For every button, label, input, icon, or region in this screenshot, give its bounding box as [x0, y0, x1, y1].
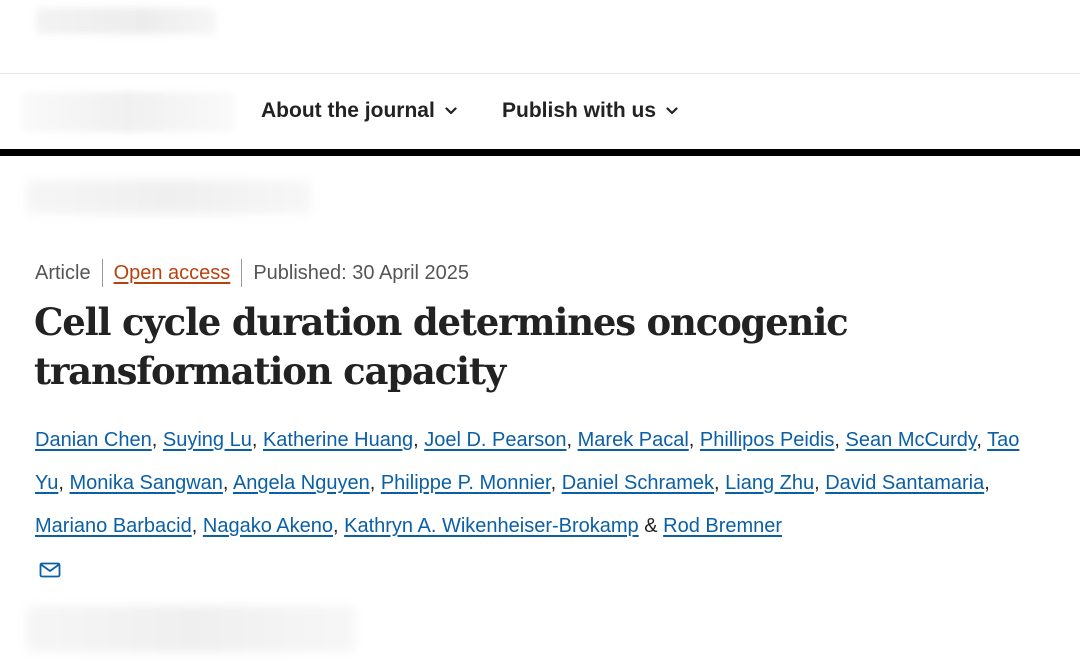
open-access-link[interactable]: Open access [113, 261, 231, 284]
author-separator: & [638, 515, 664, 537]
nav-publish-with-us[interactable] [502, 96, 678, 126]
journal-nav [0, 74, 1080, 150]
author-link[interactable]: Mariano Barbacid [35, 515, 192, 537]
author-link[interactable]: Joel D. Pearson [424, 429, 567, 451]
chevron-down-icon [445, 105, 457, 117]
author-link[interactable]: Kathryn A. Wikenheiser-Brokamp [344, 515, 639, 537]
author-link[interactable]: Monika Sangwan [69, 472, 223, 494]
author-link[interactable]: Liang Zhu [725, 472, 815, 494]
nav-publish-label: Publish with us [502, 99, 657, 122]
chevron-down-icon [666, 105, 678, 117]
meta-divider [102, 259, 103, 287]
site-logo[interactable] [36, 8, 216, 34]
article-type: Article [35, 261, 91, 284]
article-title [34, 298, 1034, 396]
author-link[interactable]: Suying Lu [162, 429, 252, 451]
author-link[interactable]: Philippe P. Monnier [380, 472, 551, 494]
nav-about-the-journal[interactable] [261, 96, 457, 126]
author-link[interactable]: Angela Nguyen [232, 472, 370, 494]
article-meta [35, 258, 469, 288]
author-link[interactable]: Katherine Huang [262, 429, 414, 451]
author-link[interactable]: Phillipos Peidis [699, 429, 835, 451]
masthead [0, 0, 1080, 74]
author-list: Danian Chen, Suying Lu, Katherine Huang, Joel D. Pearson, Marek Pacal, Phillipos Peidis, Sean McCurdy, Tao Yu, Monika Sangwan, Angela Nguyen, Philippe P. Monnier, Daniel Schramek, Liang Zhu, David Santamaria, Mariano Barbacid, Nagako Akeno, Kathryn A. Wikenheiser-Brokamp & Rod Bremner [35, 419, 1050, 591]
author-link[interactable]: Sean McCurdy [845, 429, 977, 451]
author-link[interactable]: Tao Yu [35, 429, 1020, 494]
meta-divider [241, 259, 242, 287]
article-title-line: Cell cycle duration determines oncogenic [34, 300, 848, 344]
author-link[interactable]: Danian Chen [35, 429, 152, 451]
blurred-section [26, 606, 356, 652]
author-link[interactable]: Rod Bremner [663, 515, 783, 537]
journal-logo[interactable] [22, 92, 234, 132]
article-title-line: transformation capacity [34, 349, 506, 393]
author-link[interactable]: Daniel Schramek [561, 472, 715, 494]
nav-about-label: About the journal [261, 99, 435, 122]
author-link[interactable]: Nagako Akeno [202, 515, 333, 537]
author-link[interactable]: David Santamaria [825, 472, 985, 494]
breadcrumb [26, 180, 311, 214]
published-date: Published: 30 April 2025 [253, 261, 470, 284]
author-link[interactable]: Marek Pacal [577, 429, 689, 451]
nav-border [0, 149, 1080, 156]
mail-icon[interactable] [39, 562, 61, 578]
